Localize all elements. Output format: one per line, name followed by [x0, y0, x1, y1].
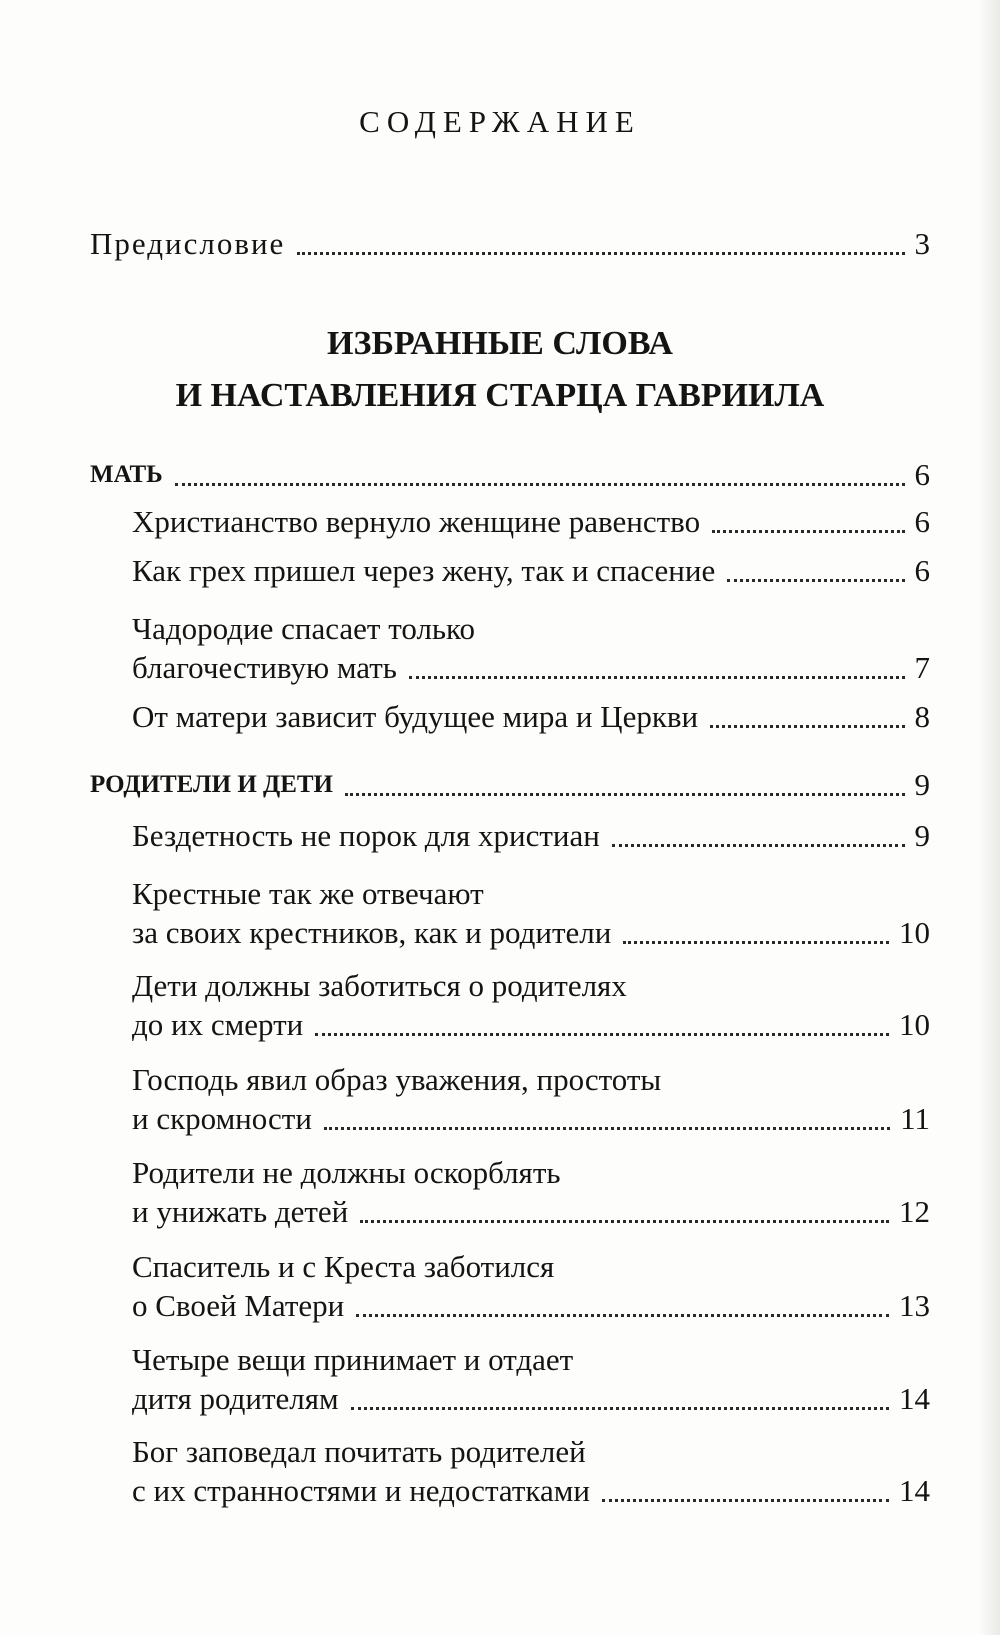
toc-entry-label: Как грех пришел через жену, так и спасение [132, 553, 716, 588]
toc-page-number: 10 [899, 1007, 930, 1042]
toc-page-number: 10 [899, 915, 930, 950]
toc-entry[interactable] [132, 500, 930, 544]
toc-entry-label: за своих крестников, как и родители [132, 915, 612, 950]
toc-page-number: 6 [914, 553, 930, 588]
dot-leader [602, 1499, 889, 1502]
section-title-line: ИЗБРАННЫЕ СЛОВА [327, 325, 673, 362]
toc-entry-label-line1: Бог заповедал почитать родителей [132, 1434, 586, 1469]
toc-chapter-mother[interactable] [90, 453, 930, 497]
dot-leader [612, 844, 905, 847]
toc-chapter-parents-children[interactable] [90, 763, 930, 807]
toc-page-number: 14 [899, 1381, 930, 1416]
dot-leader [710, 725, 904, 728]
toc-entry[interactable] [132, 814, 930, 858]
toc-entry-label-line1: Четыре вещи принимает и отдает [132, 1342, 574, 1377]
toc-entry-label-line1: Чадородие спасает только [132, 611, 476, 646]
toc-page-number: 14 [899, 1473, 930, 1508]
toc-entry[interactable] [132, 549, 930, 593]
toc-entry[interactable] [132, 1469, 930, 1513]
dot-leader [297, 252, 904, 255]
toc-entry-label: с их странностями и недостатками [132, 1473, 590, 1508]
toc-page-number: 9 [914, 818, 930, 853]
dot-leader [345, 793, 904, 796]
toc-entry-label: Предисловие [90, 226, 286, 261]
dot-leader [356, 1314, 889, 1317]
toc-page-number: 13 [899, 1288, 930, 1323]
toc-entry-label-line1: Спаситель и с Креста заботился [132, 1249, 555, 1284]
toc-entry-label-line1: Родители не должны оскорблять [132, 1155, 561, 1190]
toc-entry-label-line1: Крестные так же отвечают [132, 876, 484, 911]
section-title [0, 318, 1000, 422]
toc-entry[interactable] [132, 1097, 930, 1141]
toc-entry[interactable] [132, 1190, 930, 1234]
toc-entry-label-line1: Господь явил образ уважения, простоты [132, 1062, 662, 1097]
dot-leader [409, 676, 905, 679]
toc-entry-label: о Своей Матери [132, 1288, 345, 1323]
toc-entry-label-line1: Дети должны заботиться о родителях [132, 968, 627, 1003]
toc-entry-label: и унижать детей [132, 1194, 349, 1229]
dot-leader [351, 1407, 889, 1410]
toc-entry[interactable] [132, 1003, 930, 1047]
dot-leader [727, 579, 904, 582]
toc-page-number: 9 [914, 767, 930, 802]
toc-page-number: 6 [914, 504, 930, 539]
section-title-line: И НАСТАВЛЕНИЯ СТАРЦА ГАВРИИЛА [175, 377, 825, 414]
dot-leader [324, 1127, 890, 1130]
toc-page-number: 6 [914, 457, 930, 492]
toc-entry[interactable] [132, 695, 930, 739]
toc-page-number: 8 [914, 699, 930, 734]
toc-entry-label: Бездетность не порок для христиан [132, 818, 600, 853]
dot-leader [360, 1220, 889, 1223]
toc-chapter-label: МАТЬ [90, 461, 163, 488]
toc-entry-label: до их смерти [132, 1007, 304, 1042]
toc-entry-label: благочестивую мать [132, 650, 397, 685]
dot-leader [315, 1033, 889, 1036]
toc-page-number: 3 [914, 226, 930, 261]
dot-leader [175, 483, 905, 486]
toc-entry-label: дитя родителям [132, 1381, 339, 1416]
toc-entry[interactable] [132, 1284, 930, 1328]
toc-entry-label: Христианство вернуло женщине равенство [132, 504, 701, 539]
toc-entry[interactable] [132, 911, 930, 955]
toc-chapter-label: РОДИТЕЛИ И ДЕТИ [90, 771, 334, 798]
toc-entry[interactable] [132, 646, 930, 690]
toc-page-number: 11 [900, 1101, 930, 1136]
toc-entry-label: От матери зависит будущее мира и Церкви [132, 699, 699, 734]
toc-page-number: 7 [914, 650, 930, 685]
toc-page-number: 12 [899, 1194, 930, 1229]
page-edge-shadow [978, 0, 1000, 1635]
toc-entry[interactable] [132, 1377, 930, 1421]
toc-entry-label: и скромности [132, 1101, 312, 1136]
dot-leader [623, 941, 889, 944]
contents-title: СОДЕРЖАНИЕ [359, 104, 641, 139]
toc-entry-preface[interactable] [90, 222, 930, 266]
dot-leader [712, 530, 904, 533]
